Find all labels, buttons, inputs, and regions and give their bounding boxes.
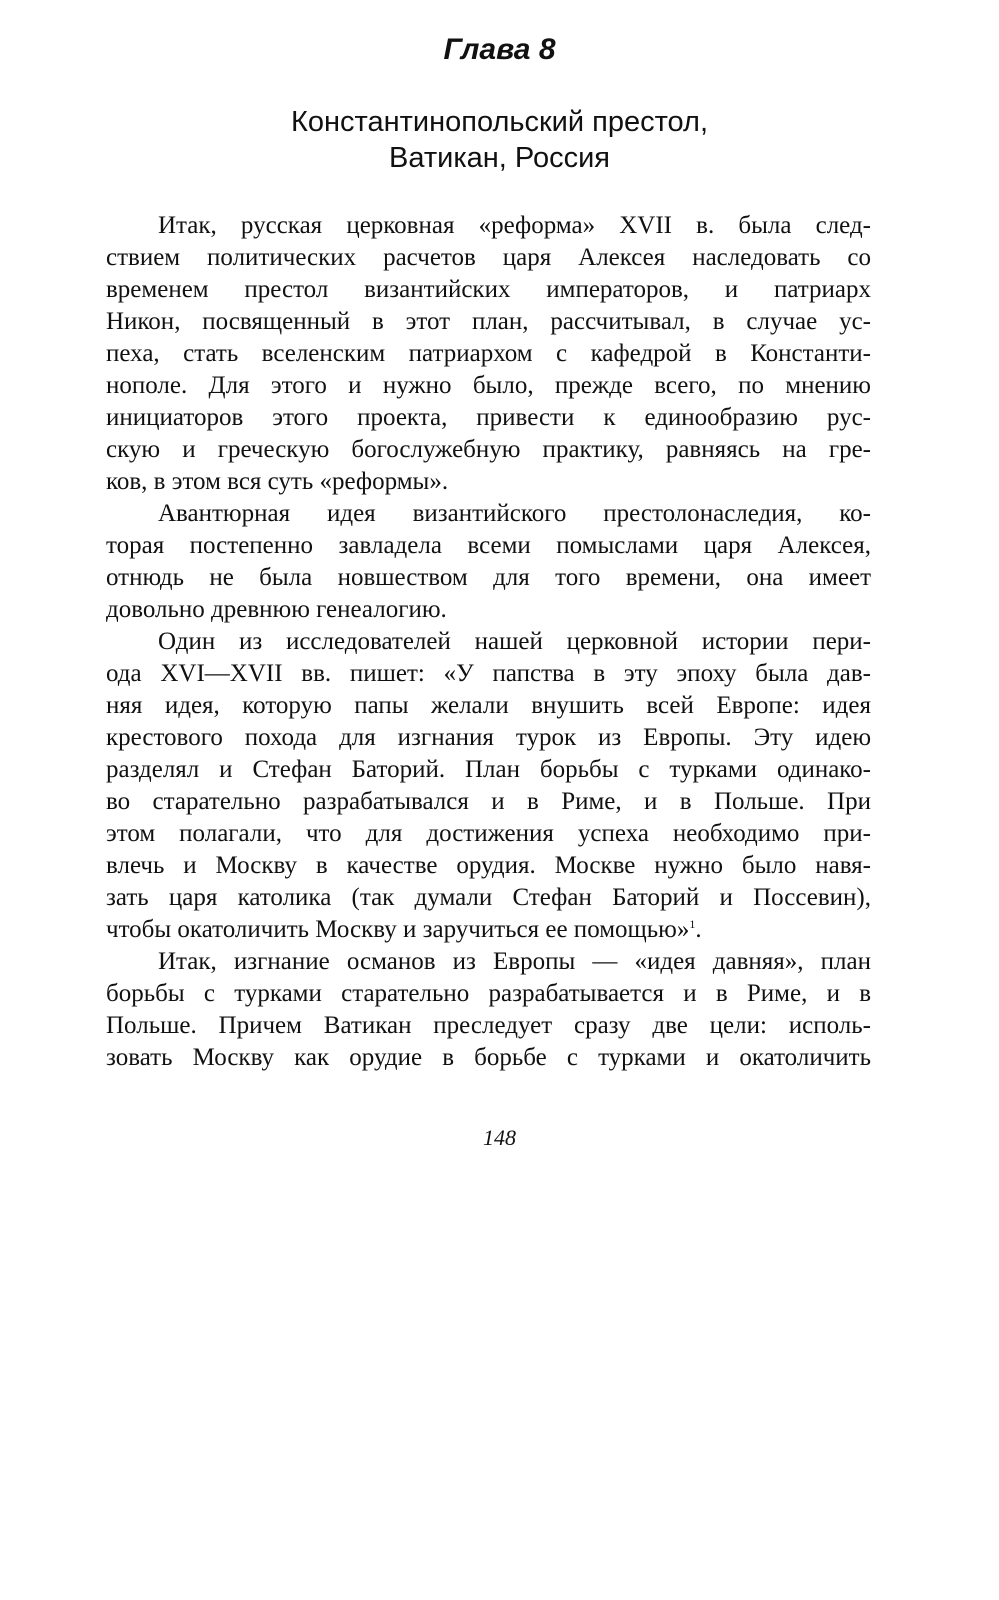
text-line-content: чтобы окатоличить Москву и заручиться ее помощью»	[106, 916, 690, 943]
text-line: Итак, изгнание османов из Европы — «идея давняя», план	[158, 948, 871, 975]
text-line: торая постепенно завладела всеми помыслами царя Алексея,	[106, 532, 871, 559]
text-line: пеха, стать вселенским патриархом с кафедрой в Константи-	[106, 340, 871, 367]
text-line: Авантюрная идея византийского престолонаследия, ко-	[158, 500, 871, 527]
text-line: ствием политических расчетов царя Алексея наследовать со	[106, 244, 871, 271]
text-line: зовать Москву как орудие в борьбе с турками и окатоличить	[106, 1044, 871, 1071]
chapter-title	[0, 104, 999, 176]
text-line: крестового похода для изгнания турок из Европы. Эту идею	[106, 724, 871, 751]
text-line: этом полагали, что для достижения успеха необходимо при-	[106, 820, 871, 847]
text-line: временем престол византийских императоров, и патриарх	[106, 276, 871, 303]
text-line-trailing: .	[695, 916, 702, 943]
text-line: зать царя католика (так думали Стефан Баторий и Поссевин),	[106, 884, 871, 911]
text-line: скую и греческую богослужебную практику, равняясь на гре-	[106, 436, 871, 463]
chapter-label: Глава 8	[443, 33, 556, 66]
page-number: 148	[483, 1125, 516, 1150]
text-line: нополе. Для этого и нужно было, прежде всего, по мнению	[106, 372, 871, 399]
text-line: отнюдь не была новшеством для того времени, она имеет	[106, 564, 871, 591]
text-line: Один из исследователей нашей церковной истории пери-	[158, 628, 871, 655]
text-line: влечь и Москву в качестве орудия. Москве нужно было навя-	[106, 852, 871, 879]
text-line: ков, в этом вся суть «реформы».	[106, 468, 449, 495]
text-line: ода XVI—XVII вв. пишет: «У папства в эту эпоху была дав-	[106, 660, 871, 687]
text-line: Никон, посвященный в этот план, рассчитывал, в случае ус-	[106, 308, 871, 335]
text-line: во старательно разрабатывался и в Риме, и в Польше. При	[106, 788, 871, 815]
text-line: инициаторов этого проекта, привести к единообразию рус-	[106, 404, 871, 431]
body-text	[106, 210, 871, 1074]
text-line: борьбы с турками старательно разрабатывается и в Риме, и в	[106, 980, 871, 1007]
text-line: Итак, русская церковная «реформа» XVII в. была след-	[158, 212, 871, 239]
text-line: разделял и Стефан Баторий. План борьбы с турками одинако-	[106, 756, 871, 783]
text-line: няя идея, которую папы желали внушить всей Европе: идея	[106, 692, 871, 719]
paragraph	[106, 946, 871, 1074]
chapter-title-line-2: Ватикан, Россия	[389, 142, 610, 174]
paragraph	[106, 210, 871, 498]
text-line	[106, 914, 871, 946]
text-line: Польше. Причем Ватикан преследует сразу две цели: исполь-	[106, 1012, 871, 1039]
text-line: довольно древнюю генеалогию.	[106, 596, 447, 623]
paragraph	[106, 498, 871, 626]
paragraph	[106, 626, 871, 946]
footnote-reference: 1	[689, 917, 696, 931]
chapter-title-line-1: Константинопольский престол,	[290, 106, 709, 138]
